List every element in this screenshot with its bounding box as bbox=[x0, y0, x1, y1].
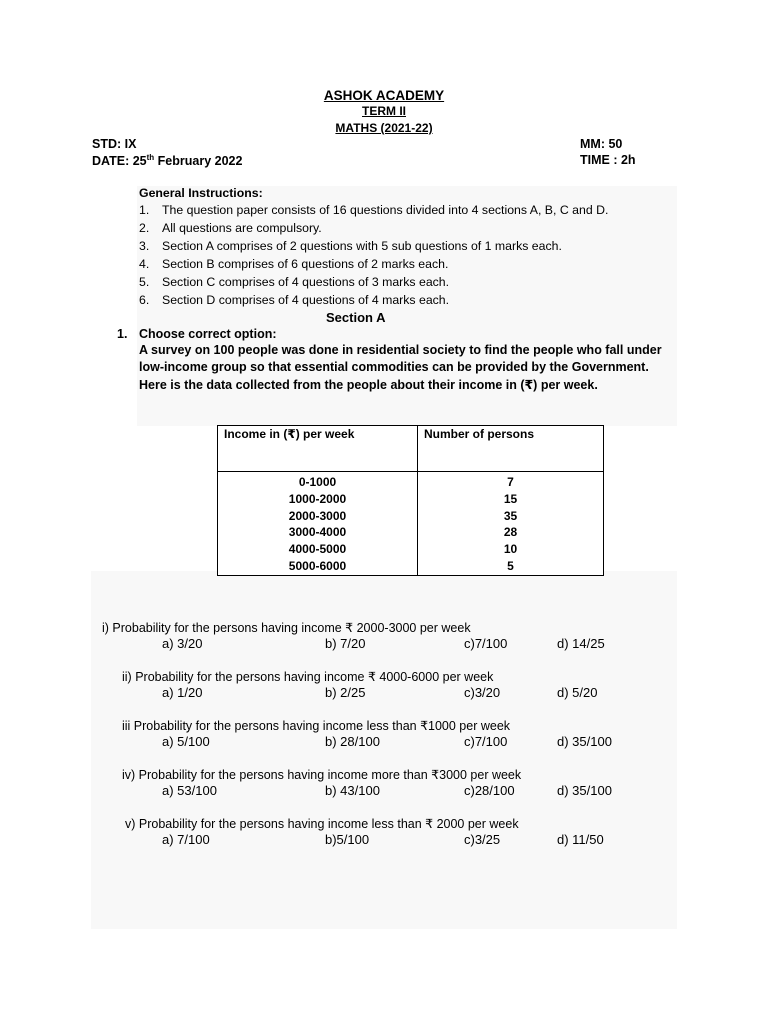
instruction-text: The question paper consists of 16 questions divided into 4 sections A, B, C and D. bbox=[162, 203, 609, 217]
answer-option: c)7/100 bbox=[464, 636, 508, 651]
subject-label: MATHS (2021-22) bbox=[335, 121, 433, 135]
persons-count: 28 bbox=[503, 525, 518, 540]
instruction-number: 3. bbox=[139, 239, 150, 253]
subquestion-text: iii Probability for the persons having income less than ₹1000 per week bbox=[122, 719, 511, 733]
income-ranges-cell bbox=[218, 472, 418, 576]
instruction-text: Section D comprises of 4 questions of 4 marks each. bbox=[162, 293, 450, 307]
instruction-text: Section A comprises of 2 questions with 5 sub questions of 1 marks each. bbox=[162, 239, 562, 253]
persons-count: 7 bbox=[507, 475, 514, 489]
answer-option: a) 5/100 bbox=[162, 734, 210, 749]
answer-option: b) 28/100 bbox=[325, 734, 380, 749]
question-number: 1. bbox=[117, 327, 128, 341]
instruction-number: 2. bbox=[139, 221, 150, 235]
date-suffix: February 2022 bbox=[154, 154, 243, 169]
subquestion-text: iv) Probability for the persons having income more than ₹3000 per week bbox=[122, 768, 522, 782]
answer-option: b) 7/20 bbox=[325, 636, 366, 651]
instruction-text: Section C comprises of 4 questions of 3 marks each. bbox=[162, 275, 450, 289]
persons-count: 5 bbox=[507, 558, 514, 573]
income-range: 5000-6000 bbox=[288, 558, 347, 573]
answer-option: d) 35/100 bbox=[557, 734, 612, 749]
answer-option: a) 3/20 bbox=[162, 636, 203, 651]
income-range: 0-1000 bbox=[298, 475, 337, 489]
answer-option: c)28/100 bbox=[464, 783, 515, 798]
question-text-line-2: low-income group so that essential commodities can be provided by the Government. bbox=[139, 360, 649, 374]
answer-option: b) 43/100 bbox=[325, 783, 380, 798]
answer-option: a) 1/20 bbox=[162, 685, 203, 700]
income-range: 1000-2000 bbox=[288, 491, 347, 506]
instruction-text: All questions are compulsory. bbox=[162, 221, 322, 235]
subquestion-text: ii) Probability for the persons having income ₹ 4000-6000 per week bbox=[122, 670, 494, 684]
answer-option: a) 53/100 bbox=[162, 783, 217, 798]
answer-option: c)3/25 bbox=[464, 832, 501, 847]
subquestion-text: v) Probability for the persons having income less than ₹ 2000 per week bbox=[125, 817, 519, 831]
question-prompt: Choose correct option: bbox=[139, 327, 277, 341]
persons-count: 10 bbox=[503, 542, 518, 557]
persons-count: 35 bbox=[503, 508, 518, 523]
persons-count-cell bbox=[418, 472, 604, 576]
instruction-number: 6. bbox=[139, 293, 150, 307]
school-name: ASHOK ACADEMY bbox=[323, 88, 445, 103]
section-title: Section A bbox=[326, 310, 386, 325]
answer-option: d) 14/25 bbox=[557, 636, 605, 651]
answer-option: a) 7/100 bbox=[162, 832, 210, 847]
answer-option: d) 35/100 bbox=[557, 783, 612, 798]
table-header-income: Income in (₹) per week bbox=[218, 426, 418, 472]
instruction-text: Section B comprises of 6 questions of 2 marks each. bbox=[162, 257, 449, 271]
answer-option: b)5/100 bbox=[325, 832, 370, 847]
instruction-number: 5. bbox=[139, 275, 150, 289]
exam-date bbox=[92, 153, 242, 168]
max-marks-label: MM: 50 bbox=[580, 137, 623, 151]
subquestion-text: i) Probability for the persons having income ₹ 2000-3000 per week bbox=[102, 621, 471, 635]
term-label: TERM II bbox=[362, 104, 406, 118]
instruction-number: 1. bbox=[139, 203, 150, 217]
persons-count: 15 bbox=[503, 491, 518, 506]
date-prefix: DATE: 25 bbox=[92, 154, 147, 169]
question-text-line-3: Here is the data collected from the people about their income in (₹) per week. bbox=[139, 378, 598, 392]
table-header-persons: Number of persons bbox=[418, 426, 604, 472]
answer-option: d) 11/50 bbox=[557, 832, 604, 847]
date-ordinal: th bbox=[146, 153, 155, 162]
instruction-number: 4. bbox=[139, 257, 150, 271]
income-range: 3000-4000 bbox=[288, 525, 347, 540]
answer-option: c)3/20 bbox=[464, 685, 501, 700]
income-table bbox=[217, 425, 604, 576]
answer-option: d) 5/20 bbox=[557, 685, 598, 700]
income-range: 2000-3000 bbox=[288, 508, 347, 523]
answer-option: b) 2/25 bbox=[325, 685, 366, 700]
answer-option: c)7/100 bbox=[464, 734, 508, 749]
std-label: STD: IX bbox=[92, 137, 137, 151]
question-text-line-1: A survey on 100 people was done in residential society to find the people who fall under bbox=[139, 343, 662, 357]
instructions-heading: General Instructions: bbox=[139, 186, 263, 200]
time-label: TIME : 2h bbox=[580, 153, 636, 167]
income-range: 4000-5000 bbox=[288, 542, 347, 557]
